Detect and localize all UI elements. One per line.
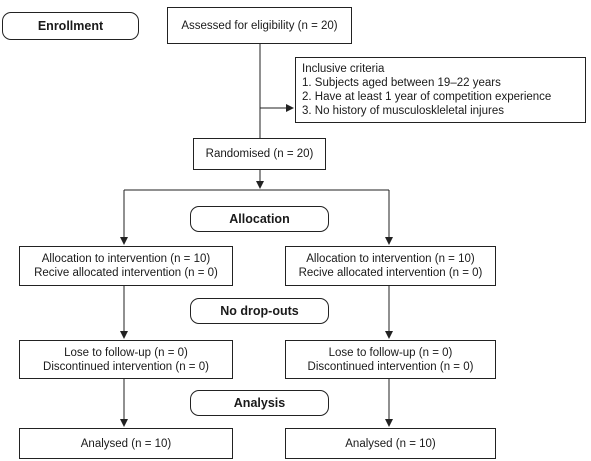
right-received-text: Recive allocated intervention (n = 0) <box>298 267 483 279</box>
left-analysed-text: Analysed (n = 10) <box>80 437 172 450</box>
stage-enrollment: Enrollment <box>2 12 139 40</box>
right-discontinued-text: Discontinued intervention (n = 0) <box>307 360 474 373</box>
right-analysed-text: Analysed (n = 10) <box>345 437 436 450</box>
left-lost-text: Lose to follow-up (n = 0) <box>64 346 188 359</box>
right-analysed-box <box>285 428 496 459</box>
right-lost-text: Lose to follow-up (n = 0) <box>328 346 453 359</box>
stage-analysis: Analysis <box>190 390 329 416</box>
left-allocated-text: Allocation to intervention (n = 10) <box>41 253 211 265</box>
left-allocation-box <box>19 246 233 286</box>
right-allocation-box <box>285 246 496 286</box>
criteria-title: Inclusive criteria <box>302 63 385 75</box>
left-analysed-box <box>19 428 233 459</box>
randomised-box <box>193 138 326 170</box>
randomised-text: Randomised (n = 20) <box>205 148 314 160</box>
criteria-box <box>295 57 586 123</box>
right-followup-box <box>285 340 496 379</box>
left-discontinued-text: Discontinued intervention (n = 0) <box>43 360 209 373</box>
stage-dropouts: No drop-outs <box>190 298 329 324</box>
assessed-text: Assessed for eligibility (n = 20) <box>181 19 338 32</box>
left-received-text: Recive allocated intervention (n = 0) <box>34 267 218 279</box>
criteria-item: 2. Have at least 1 year of competition experience <box>302 91 552 103</box>
assessed-box <box>167 7 352 44</box>
stage-allocation: Allocation <box>190 206 329 232</box>
right-allocated-text: Allocation to intervention (n = 10) <box>306 253 475 265</box>
criteria-item: 3. No history of musculoskleletal injures <box>302 105 504 117</box>
criteria-item: 1. Subjects aged between 19–22 years <box>302 77 501 89</box>
left-followup-box <box>19 340 233 379</box>
